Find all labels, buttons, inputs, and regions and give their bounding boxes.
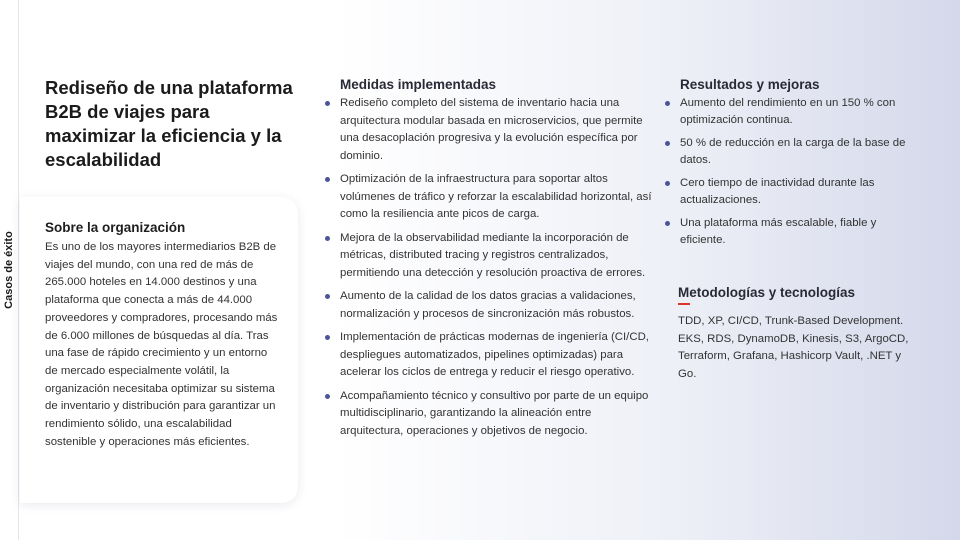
organization-card (20, 197, 298, 503)
results-heading: Resultados y mejoras (680, 77, 820, 92)
list-item: Mejora de la observabilidad mediante la incorporación de métricas, distributed tracing y registros centralizados, permitiendo una detección y resolución proactiva de errores. (340, 230, 652, 283)
measures-list (340, 95, 652, 440)
organization-text: Es uno de los mayores intermediarios B2B de viajes del mundo, con una red de más de 265.000 hoteles en 14.000 destinos y una plataforma que conecta a más de 44.000 proveedores y compradores, procesando más de 6.000 millones de búsquedas al día. Tras una fase de rápido crecimiento y un entorno de mercado especialmente volátil, la organización necesitaba optimizar su sistema de inventario y distribución para garantizar un rendimiento sólido, una escalabilidad sostenible y operaciones más eficientes. (45, 241, 278, 448)
methodologies-heading: Metodologías y tecnologías (678, 285, 856, 300)
page-title: Rediseño de una plataforma B2B de viajes para maximizar la eficiencia y la escalabilidad (45, 77, 293, 170)
list-item: Rediseño completo del sistema de inventario hacia una arquitectura modular basada en microservicios, que permite una desacoplación progresiva y la evolución específica por dominio. (340, 95, 652, 165)
list-item: Cero tiempo de inactividad durante las actualizaciones. (680, 175, 910, 209)
section-label (2, 230, 16, 310)
results-section (680, 77, 910, 255)
measures-section (340, 77, 652, 446)
list-item: 50 % de reducción en la carga de la base de datos. (680, 135, 910, 169)
methodologies-text: TDD, XP, CI/CD, Trunk-Based Development. EKS, RDS, DynamoDB, Kinesis, S3, ArgoCD, Terraform, Grafana, Hashicorp Vault, .NET y Go. (678, 315, 909, 380)
list-item: Una plataforma más escalable, fiable y eficiente. (680, 215, 910, 249)
organization-heading: Sobre la organización (45, 220, 186, 235)
results-list (680, 95, 910, 249)
side-divider (18, 0, 19, 540)
list-item: Optimización de la infraestructura para soportar altos volúmenes de tráfico y reforzar la escalabilidad horizontal, así como la resiliencia ante picos de carga. (340, 171, 652, 224)
measures-heading: Medidas implementadas (340, 77, 497, 92)
list-item: Implementación de prácticas modernas de ingeniería (CI/CD, despliegues automatizados, pipelines optimizadas) para acelerar los ciclos de entrega y reducir el riesgo operativo. (340, 329, 652, 382)
section-label-text: Casos de éxito (3, 231, 16, 309)
list-item: Aumento del rendimiento en un 150 % con optimización continua. (680, 95, 910, 129)
list-item: Acompañamiento técnico y consultivo por parte de un equipo multidisciplinario, garantizando la alineación entre arquitectura, operaciones y objetivos de negocio. (340, 388, 652, 441)
list-item: Aumento de la calidad de los datos gracias a validaciones, normalización y procesos de sincronización más robustos. (340, 288, 652, 323)
accent-divider (678, 303, 690, 305)
methodologies-section (678, 285, 918, 383)
